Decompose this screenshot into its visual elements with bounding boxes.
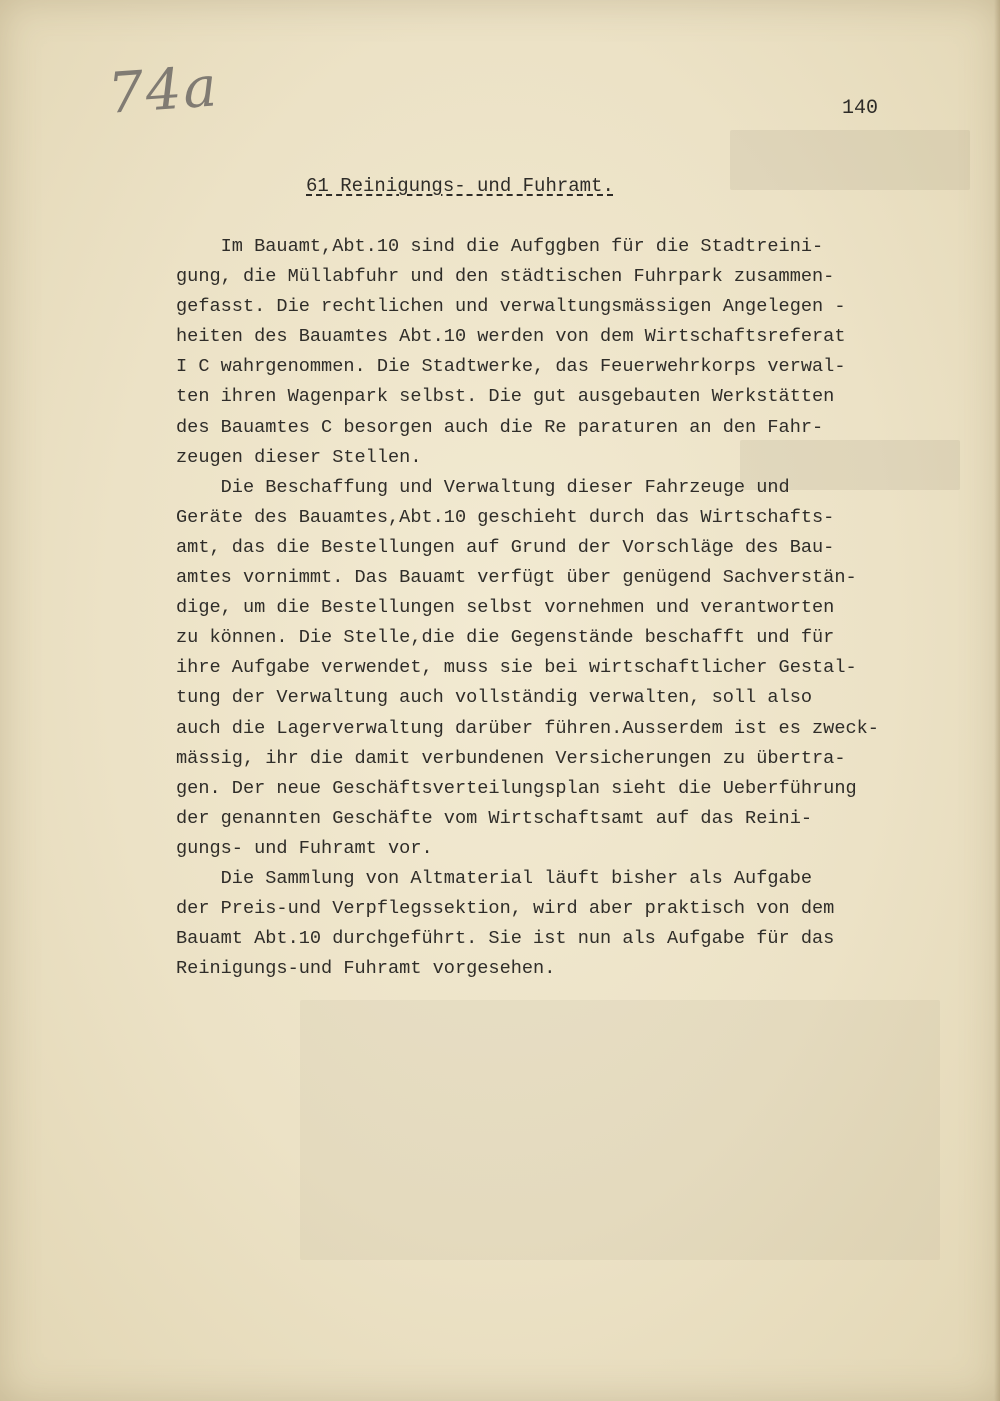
section-heading: 61 Reinigungs- und Fuhramt.: [306, 175, 614, 197]
paper-edge: [994, 0, 1000, 1401]
text-line: amtes vornimmt. Das Bauamt verfügt über genügend Sachverstän-: [176, 567, 857, 589]
show-through-block: [730, 130, 970, 190]
text-line: der Preis-und Verpflegssektion, wird aber praktisch von dem: [176, 898, 835, 920]
text-line: Geräte des Bauamtes,Abt.10 geschieht durch das Wirtschafts-: [176, 506, 835, 528]
text-line: gefasst. Die rechtlichen und verwaltungsmässigen Angelegen -: [176, 296, 846, 318]
text-line: heiten des Bauamtes Abt.10 werden von dem Wirtschaftsreferat: [176, 326, 846, 348]
text-line: amt, das die Bestellungen auf Grund der Vorschläge des Bau-: [176, 536, 835, 558]
text-line: tung der Verwaltung auch vollständig verwalten, soll also: [176, 687, 813, 709]
text-line: dige, um die Bestellungen selbst vornehmen und verantworten: [176, 597, 835, 619]
text-line: Reinigungs-und Fuhramt vorgesehen.: [176, 958, 556, 980]
handwritten-mark: 74a: [105, 54, 221, 127]
text-line: Die Beschaffung und Verwaltung dieser Fahrzeuge und: [176, 476, 790, 498]
text-line: zu können. Die Stelle,die die Gegenstände beschafft und für: [176, 627, 835, 649]
text-line: mässig, ihr die damit verbundenen Versicherungen zu übertra-: [176, 747, 846, 769]
text-line: gen. Der neue Geschäftsverteilungsplan sieht die Ueberführung: [176, 777, 857, 799]
text-line: der genannten Geschäfte vom Wirtschaftsamt auf das Reini-: [176, 807, 813, 829]
text-line: zeugen dieser Stellen.: [176, 446, 422, 468]
show-through-block: [300, 1000, 940, 1260]
text-line: Bauamt Abt.10 durchgeführt. Sie ist nun als Aufgabe für das: [176, 928, 835, 950]
text-line: gungs- und Fuhramt vor.: [176, 837, 433, 859]
body-text: [176, 232, 956, 984]
text-line: Im Bauamt,Abt.10 sind die Aufggben für die Stadtreini-: [176, 236, 824, 257]
text-line: I C wahrgenommen. Die Stadtwerke, das Feuerwehrkorps verwal-: [176, 356, 846, 378]
text-line: auch die Lagerverwaltung darüber führen.Ausserdem ist es zweck-: [176, 717, 879, 739]
text-line: ten ihren Wagenpark selbst. Die gut ausgebauten Werkstätten: [176, 386, 835, 408]
text-line: gung, die Müllabfuhr und den städtischen Fuhrpark zusammen-: [176, 266, 835, 288]
text-line: ihre Aufgabe verwendet, muss sie bei wirtschaftlicher Gestal-: [176, 657, 857, 679]
text-line: des Bauamtes C besorgen auch die Re paraturen an den Fahr-: [176, 416, 824, 438]
page-number: 140: [842, 97, 879, 120]
text-line: Die Sammlung von Altmaterial läuft bisher als Aufgabe: [176, 867, 813, 889]
